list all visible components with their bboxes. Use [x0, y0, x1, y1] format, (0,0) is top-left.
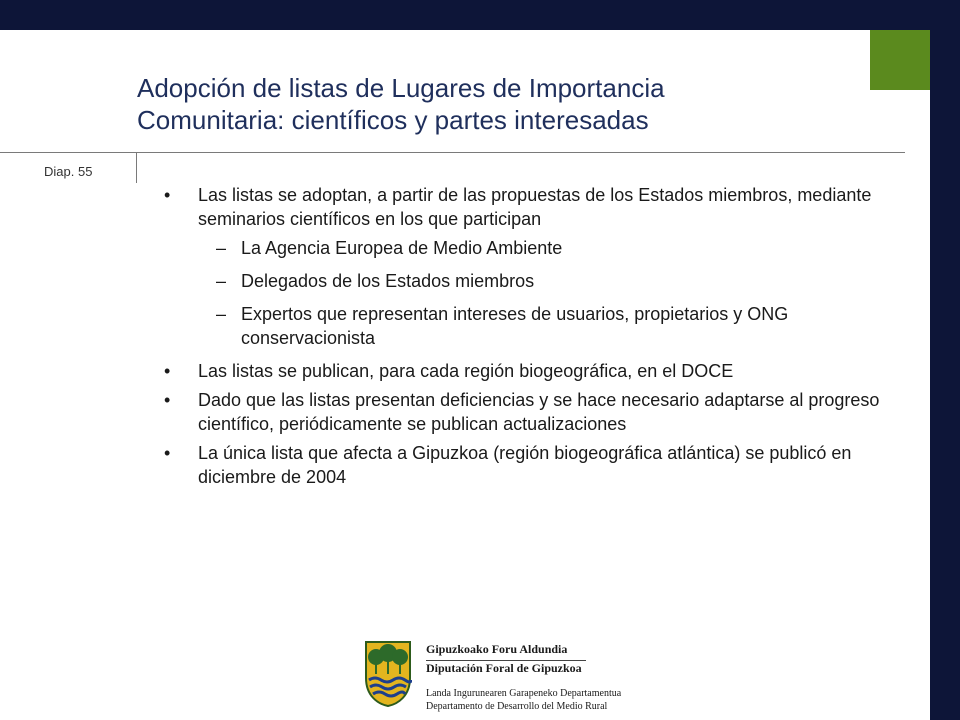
- sub-bullet-text: La Agencia Europea de Medio Ambiente: [241, 238, 563, 258]
- slide-title-line1: Adopción de listas de Lugares de Importancia: [137, 73, 665, 103]
- footer-org: [426, 642, 621, 713]
- bullet-item: [160, 359, 900, 383]
- bullet-item: [160, 183, 900, 231]
- dash-glyph: –: [216, 271, 227, 291]
- dash-glyph: –: [216, 304, 227, 324]
- bullet-text: La única lista que afecta a Gipuzkoa (región biogeográfica atlántica) se publicó en diciembre de 2004: [198, 443, 852, 487]
- accent-square: [870, 30, 930, 90]
- right-bar: [930, 30, 960, 720]
- bullet-glyph: •: [164, 185, 171, 205]
- top-bar: [0, 0, 960, 30]
- gipuzkoa-coat-of-arms-icon: [364, 640, 412, 708]
- slide-content: [160, 183, 900, 494]
- footer-org-line2: Diputación Foral de Gipuzkoa: [426, 661, 582, 675]
- bullet-item: [160, 441, 900, 489]
- footer-dept-line2: Departamento de Desarrollo del Medio Rural: [426, 701, 608, 712]
- footer-org-line1: Gipuzkoako Foru Aldundia: [426, 642, 568, 656]
- sub-bullet-item: [160, 269, 900, 293]
- number-divider: [136, 152, 137, 183]
- bullet-glyph: •: [164, 390, 171, 410]
- bullet-text: Las listas se publican, para cada región biogeográfica, en el DOCE: [198, 361, 734, 381]
- bullet-glyph: •: [164, 443, 171, 463]
- sub-bullet-item: [160, 236, 900, 260]
- bullet-text: Dado que las listas presentan deficiencias y se hace necesario adaptarse al progreso científico, periódicamente se publican actualizaciones: [198, 390, 880, 434]
- slide-number: Diap. 55: [44, 164, 93, 179]
- bullet-text: Las listas se adoptan, a partir de las propuestas de los Estados miembros, mediante seminarios científicos en los que participan: [198, 185, 872, 229]
- slide-title: [137, 72, 857, 136]
- dash-glyph: –: [216, 238, 227, 258]
- sub-bullet-text: Delegados de los Estados miembros: [241, 271, 535, 291]
- sub-bullet-text: Expertos que representan intereses de usuarios, propietarios y ONG conservacionista: [241, 304, 789, 348]
- footer-dept-line1: Landa Ingurunearen Garapeneko Departamentua: [426, 688, 622, 699]
- bullet-item: [160, 388, 900, 436]
- sub-bullet-item: [160, 302, 900, 350]
- slide-title-line2: Comunitaria: científicos y partes interesadas: [137, 105, 649, 135]
- bullet-glyph: •: [164, 361, 171, 381]
